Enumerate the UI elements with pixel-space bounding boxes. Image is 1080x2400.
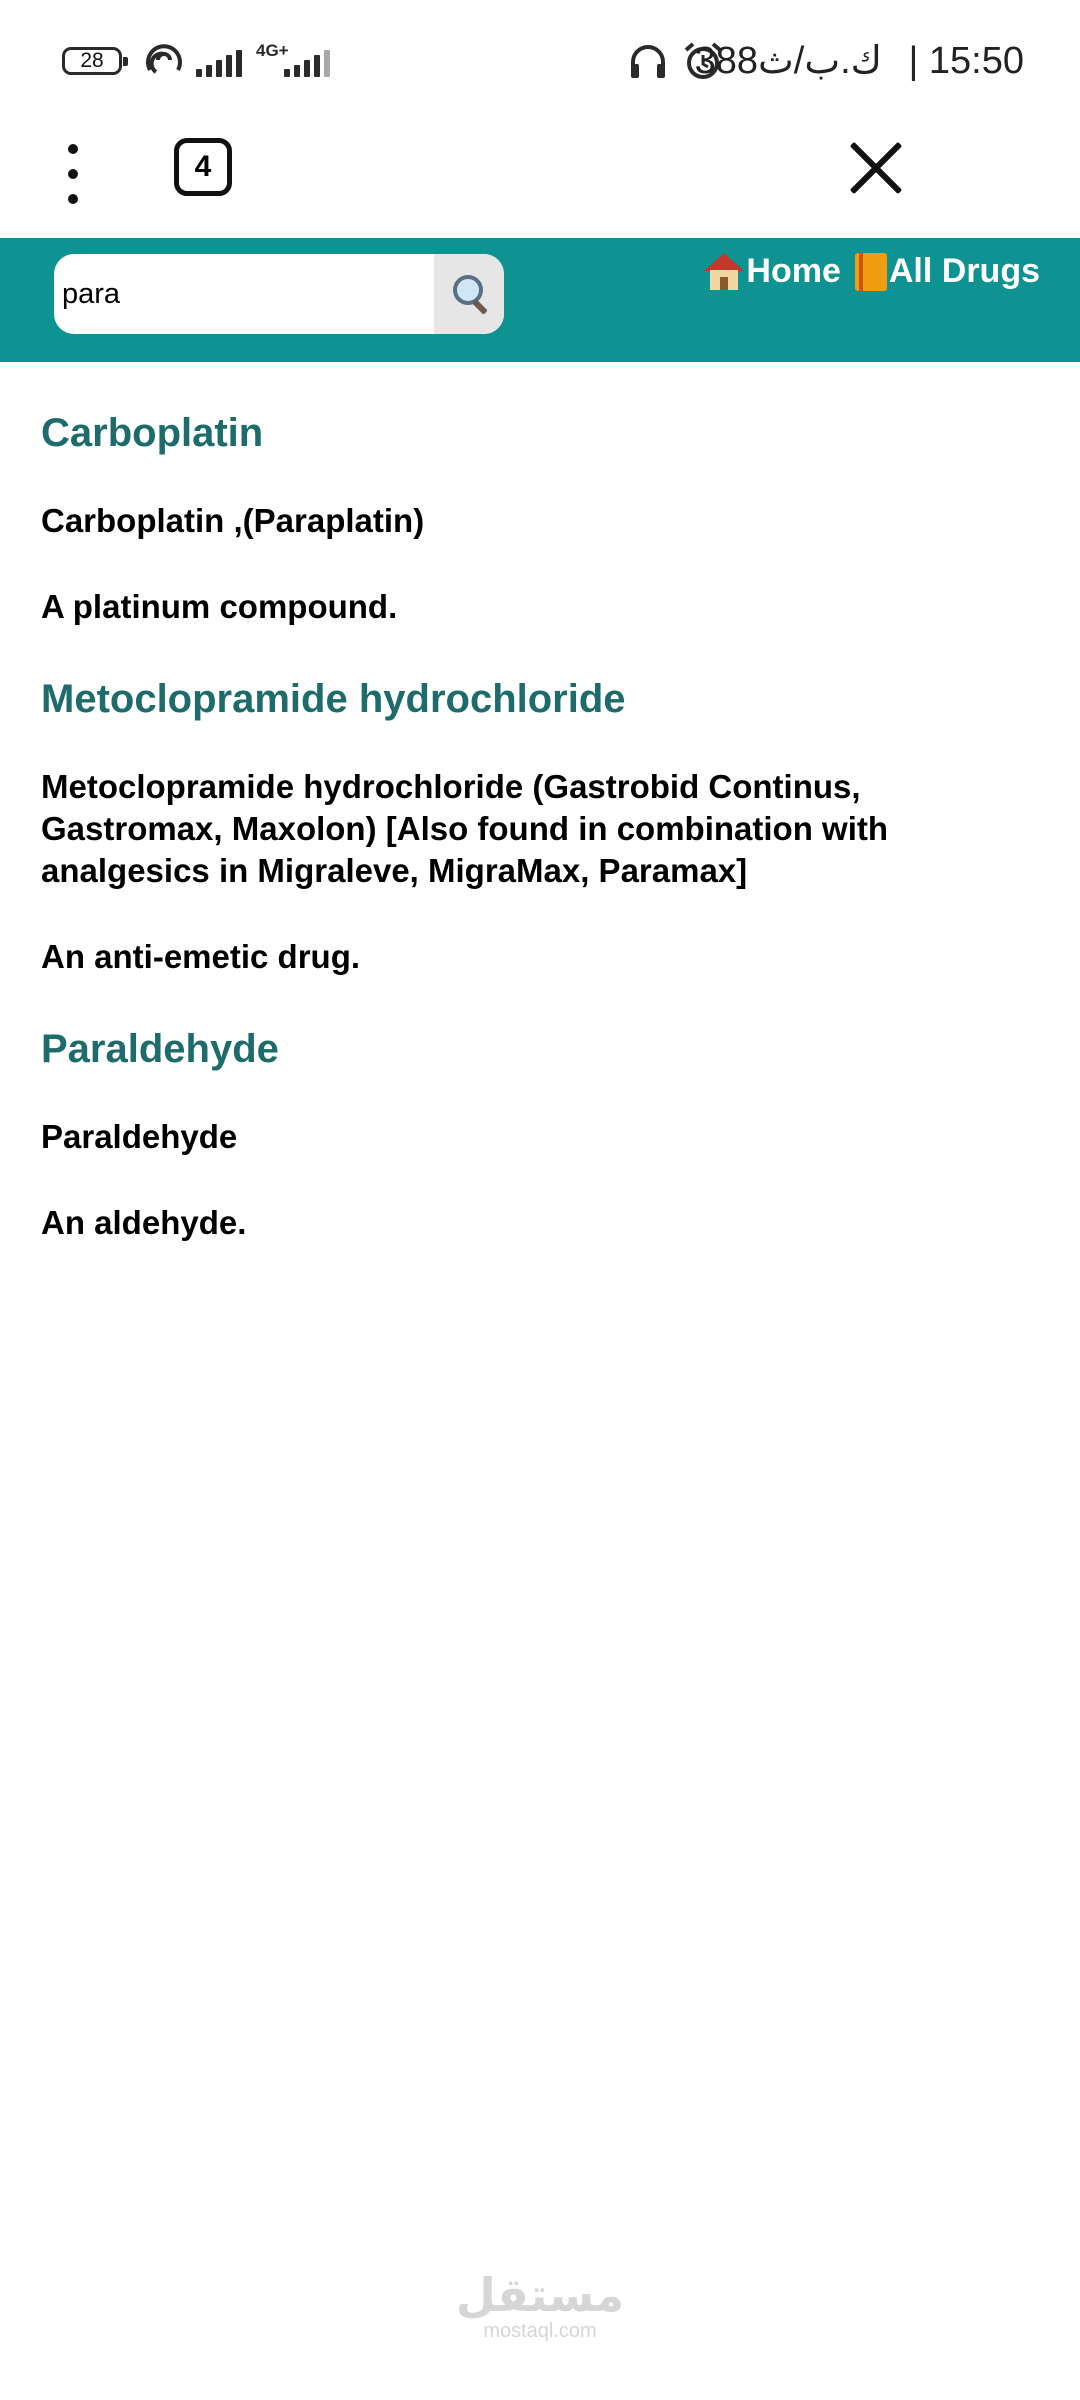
clock-separator: |	[908, 40, 919, 82]
battery-icon	[62, 47, 122, 75]
signal-icon-1	[196, 50, 242, 77]
result-drug-name: Carboplatin ,(Paraplatin)	[41, 502, 425, 539]
watermark-arabic: مستقل	[455, 2269, 625, 2321]
book-icon	[855, 253, 887, 291]
nav-home-label: Home	[746, 252, 841, 290]
nav-links	[704, 252, 1040, 291]
search-results	[41, 362, 1041, 1244]
battery-level: 28	[80, 49, 104, 72]
clock	[908, 38, 1024, 84]
browser-toolbar	[0, 126, 1080, 238]
close-icon[interactable]	[848, 140, 904, 196]
result-item	[41, 362, 1041, 628]
result-title[interactable]: Paraldehyde	[41, 1027, 279, 1071]
result-item	[41, 978, 1041, 1244]
nav-home-link[interactable]	[704, 252, 840, 291]
headphones-icon	[628, 42, 668, 87]
result-description: An aldehyde.	[41, 1204, 247, 1241]
status-bar	[0, 0, 1080, 126]
signal-icon-2	[284, 50, 330, 77]
watermark-latin: mostaql.com	[483, 2320, 597, 2342]
house-icon	[704, 253, 744, 291]
nav-all-drugs-link[interactable]	[855, 252, 1040, 291]
result-description: A platinum compound.	[41, 588, 398, 625]
nav-all-drugs-label: All Drugs	[888, 252, 1040, 290]
tab-count-button[interactable]: 4	[174, 138, 232, 196]
site-header	[0, 238, 1080, 362]
result-title[interactable]: Carboplatin	[41, 411, 264, 455]
search-input[interactable]	[54, 254, 434, 334]
hotspot-icon	[142, 42, 186, 85]
data-speed: 388ك.ب/ث	[694, 40, 882, 82]
network-type: 4G+	[256, 41, 289, 60]
more-vert-icon[interactable]	[52, 144, 92, 208]
result-drug-name: Paraldehyde	[41, 1118, 238, 1155]
search-button[interactable]	[434, 254, 504, 334]
result-item	[41, 628, 1041, 978]
watermark-logo	[0, 2270, 1080, 2342]
clock-time: 15:50	[928, 40, 1024, 82]
result-drug-name: Metoclopramide hydrochloride (Gastrobid Continus, Gastromax, Maxolon) [Also found in combination with analgesics in Migraleve, MigraMax, Paramax]	[41, 768, 889, 889]
result-title[interactable]: Metoclopramide hydrochloride	[41, 677, 626, 721]
search-form	[54, 254, 504, 334]
result-description: An anti-emetic drug.	[41, 938, 361, 975]
